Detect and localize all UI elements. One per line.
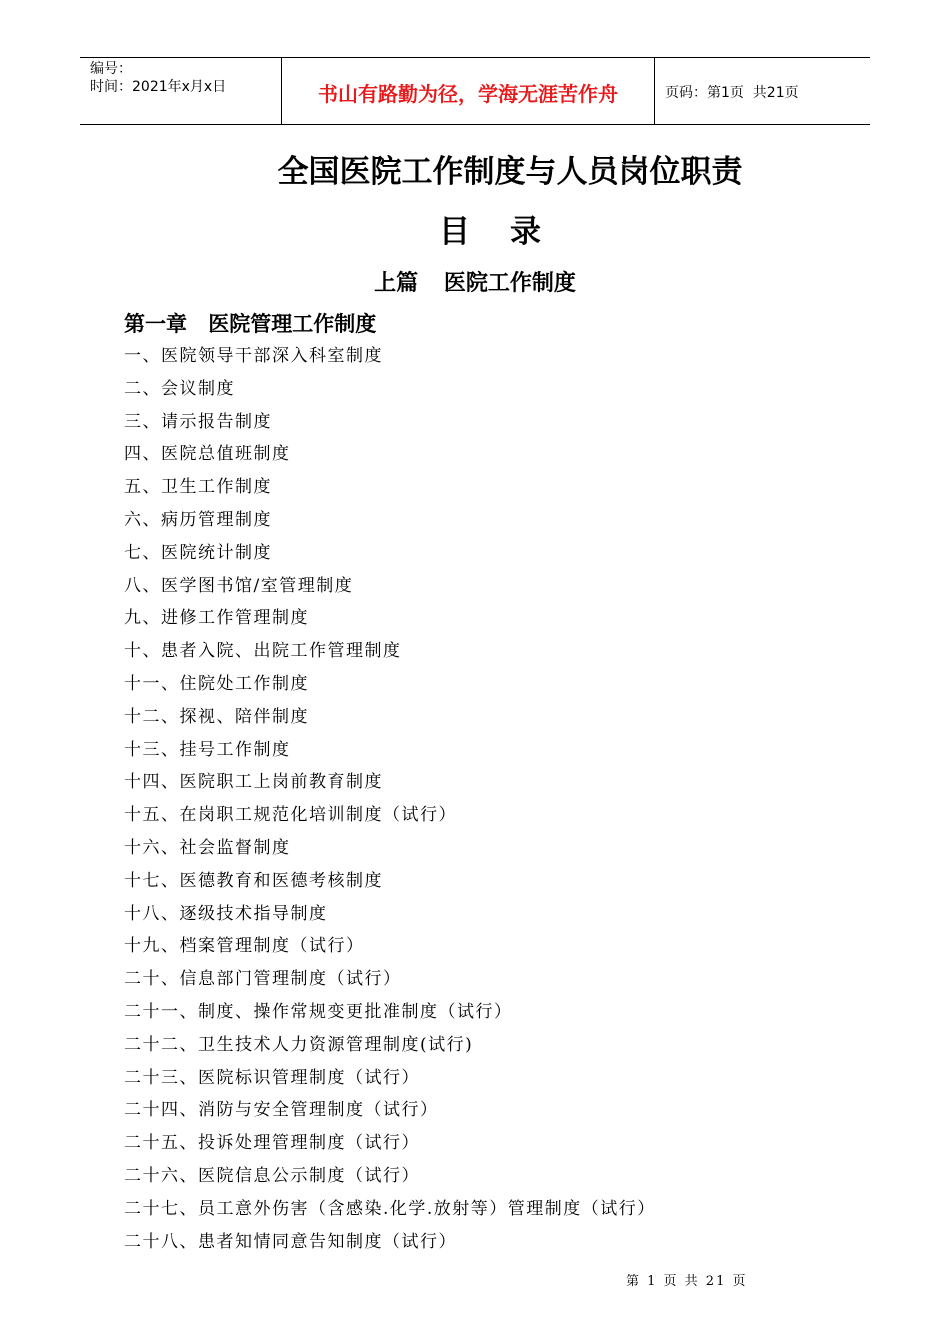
toc-item: 二十、信息部门管理制度（试行） (124, 969, 402, 990)
toc-item: 四、医院总值班制度 (124, 444, 291, 465)
toc-item: 十七、医德教育和医德考核制度 (124, 870, 383, 891)
toc-item: 十一、住院处工作制度 (124, 673, 309, 694)
toc-item: 二十五、投诉处理管理制度（试行） (124, 1133, 420, 1154)
toc-item: 三、请示报告制度 (124, 411, 272, 432)
toc-item: 十二、探视、陪伴制度 (124, 706, 309, 727)
toc-item: 二、会议制度 (124, 378, 235, 399)
toc-item: 九、进修工作管理制度 (124, 608, 309, 629)
part-heading: 上篇 医院工作制度 (374, 270, 576, 296)
toc-item: 十九、档案管理制度（试行） (124, 936, 365, 957)
toc-item: 八、医学图书馆/室管理制度 (124, 575, 354, 596)
toc-item: 二十一、制度、操作常规变更批准制度（试行） (124, 1001, 513, 1022)
number-label: 编号： (90, 61, 132, 77)
document-title: 全国医院工作制度与人员岗位职责 (277, 154, 743, 190)
toc-item: 十、患者入院、出院工作管理制度 (124, 641, 402, 662)
toc-item: 十五、在岗职工规范化培训制度（试行） (124, 805, 457, 826)
header-bottom-rule (80, 124, 870, 125)
toc-list (124, 340, 656, 1258)
document-subtitle: 目录 (439, 214, 581, 250)
toc-item: 一、医院领导干部深入科室制度 (124, 346, 383, 366)
toc-item: 十三、挂号工作制度 (124, 739, 291, 760)
header-top-rule (80, 57, 870, 58)
toc-item: 十八、逐级技术指导制度 (124, 903, 328, 924)
toc-item: 二十四、消防与安全管理制度（试行） (124, 1100, 439, 1121)
toc-item: 二十八、患者知情同意告知制度（试行） (124, 1231, 457, 1252)
header-motto: 书山有路勤为径，学海无涯苦作舟 (318, 82, 618, 106)
toc-item: 十四、医院职工上岗前教育制度 (124, 772, 383, 793)
toc-item: 二十七、员工意外伤害（含感染.化学.放射等）管理制度（试行） (124, 1198, 656, 1219)
header-separator-left (281, 57, 282, 124)
toc-item: 二十三、医院标识管理制度（试行） (124, 1067, 420, 1088)
header-separator-right (654, 57, 655, 124)
chapter-heading: 第一章 医院管理工作制度 (124, 311, 377, 336)
toc-item: 七、医院统计制度 (124, 542, 272, 563)
toc-item: 十六、社会监督制度 (124, 837, 291, 858)
toc-item: 五、卫生工作制度 (124, 477, 272, 498)
footer-page-number: 第 1 页 共 21 页 (626, 1274, 748, 1289)
toc-item: 六、病历管理制度 (124, 509, 272, 530)
header-page-info: 页码：第1页 共21页 (665, 85, 799, 101)
time-label: 时间：2021年x月x日 (90, 79, 227, 95)
header-meta (90, 60, 226, 96)
toc-item: 二十二、卫生技术人力资源管理制度(试行) (124, 1034, 474, 1055)
toc-item: 二十六、医院信息公示制度（试行） (124, 1165, 420, 1186)
